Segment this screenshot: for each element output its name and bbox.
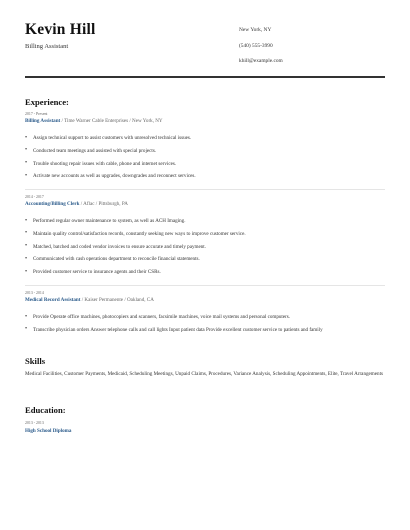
job-title: Billing Assistant (25, 118, 61, 124)
list-item: • Conducted team meetings and assisted with special projects. (25, 148, 196, 161)
list-item: • Maintain quality control/satisfaction records, constantly seeking new ways to improve customer service. (25, 231, 246, 244)
job-details: / Kaiser Permanente / Oakland, CA (80, 297, 154, 303)
job-bullets (25, 135, 196, 186)
job-details: / Aflac / Pittsburgh, PA (79, 201, 128, 207)
job-separator (25, 189, 385, 190)
list-item: • Provide Operate office machines, photocopiers and scanners, facsimile machines, voice mail systems and personal computers. (25, 314, 323, 327)
contact-phone: (540) 555-3990 (239, 42, 273, 49)
job-header (25, 297, 154, 303)
list-item: • Provided customer service to insurance agents and their CSRs. (25, 269, 246, 282)
education-heading: Education: (25, 405, 66, 415)
candidate-name: Kevin Hill (25, 21, 96, 38)
contact-block (239, 27, 283, 74)
job-bullets (25, 314, 323, 340)
job-title: Medical Record Assistant (25, 297, 81, 303)
job-details: / Time Warner Cable Enterprises / New York, NY (60, 118, 163, 124)
header-divider (25, 76, 385, 78)
candidate-role: Billing Assistant (25, 43, 69, 50)
job-dates: 2014 - 2017 (25, 195, 44, 199)
contact-location: New York, NY (239, 27, 272, 33)
list-item: • Trouble shooting repair issues with cable, phone and internet services. (25, 161, 196, 174)
job-dates: 2013 - 2014 (25, 291, 44, 295)
job-separator (25, 285, 385, 286)
experience-heading: Experience: (25, 97, 69, 107)
job-dates: 2017 - Present (25, 112, 48, 116)
job-header (25, 201, 128, 207)
skills-heading: Skills (25, 356, 46, 366)
list-item: • Performed regular owner maintenance to system, as well as ACH Imaging. (25, 218, 246, 231)
skills-text: Medical Facilities, Customer Payments, Medicaid, Scheduling Meetings, Unpaid Claims, Procedures, Variance Analysis, Scheduling Appointments, Elite, Travel Arrangements (25, 371, 383, 377)
list-item: • Assign technical support to assist customers with unresolved technical issues. (25, 135, 196, 148)
list-item: • Activate new accounts as well as upgrades, downgrades and reconnect services. (25, 173, 196, 186)
education-degree: High School Diploma (25, 428, 72, 434)
list-item: • Matched, batched and coded vendor invoices to ensure accurate and timely payment. (25, 244, 246, 257)
list-item: • Transcribe physician orders Answer telephone calls and call lights Input patient data Provide excellent customer service to patients and family (25, 327, 323, 340)
job-title: Accounting/Billing Clerk (25, 201, 80, 207)
list-item: • Communicated with cash operations department to reconcile financial statements. (25, 256, 246, 269)
job-bullets (25, 218, 246, 282)
job-header (25, 118, 163, 124)
contact-email[interactable]: khill@example.com (239, 58, 283, 64)
education-dates: 2013 - 2013 (25, 421, 44, 425)
